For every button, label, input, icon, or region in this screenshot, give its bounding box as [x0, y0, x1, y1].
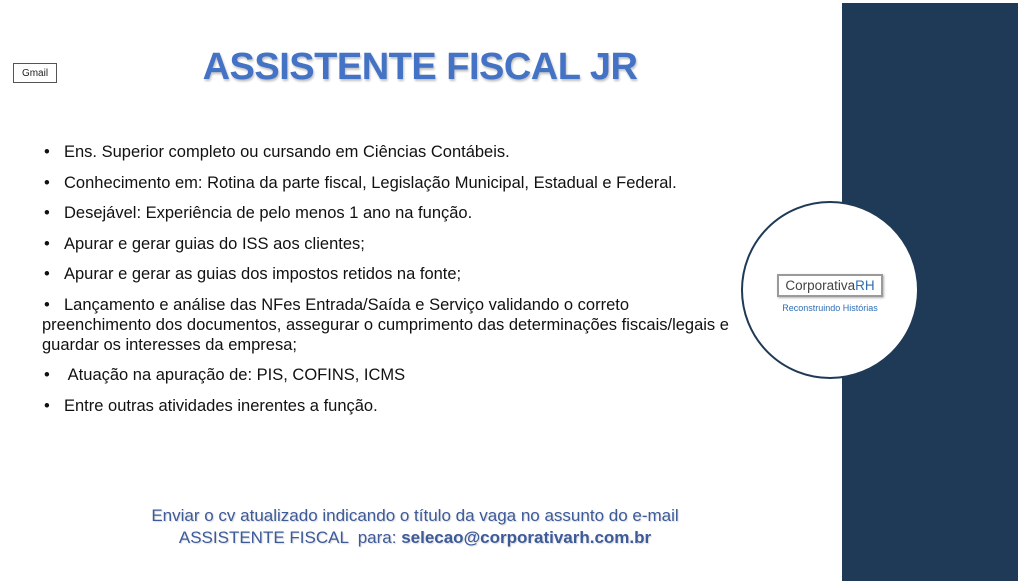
bullet-icon: •	[44, 204, 50, 222]
logo-tagline: Reconstruindo Histórias	[782, 302, 878, 313]
bullet-icon: •	[44, 265, 50, 283]
bullet-icon: •	[44, 234, 50, 253]
list-item: • Desejável: Experiência de pelo menos 1 ano na função.	[44, 204, 473, 222]
bullet-icon: •	[44, 173, 50, 192]
company-logo	[741, 201, 919, 379]
page-title: ASSISTENTE FISCAL JR	[202, 46, 638, 88]
footer-line-2: ASSISTENTE FISCAL para: selecao@corporativarh.com.br	[178, 528, 652, 547]
bullet-icon: •	[44, 143, 50, 161]
list-item: • Entre outras atividades inerentes a função.	[44, 396, 378, 415]
email-link[interactable]: selecao@corporativarh.com.br	[401, 528, 652, 547]
contact-instructions	[60, 505, 770, 549]
bullet-icon: •	[44, 295, 50, 314]
logo-wordmark: CorporativaRH	[777, 274, 882, 297]
bullet-icon: •	[44, 396, 50, 415]
gmail-tag: Gmail	[13, 63, 57, 83]
list-item: • Apurar e gerar guias do ISS aos clientes;	[44, 234, 365, 253]
list-item: • Ens. Superior completo ou cursando em Ciências Contábeis.	[44, 143, 510, 161]
list-item: • Conhecimento em: Rotina da parte fiscal, Legislação Municipal, Estadual e Federal.	[44, 173, 677, 192]
footer-line-1: Enviar o cv atualizado indicando o título da vaga no assunto do e-mail	[151, 506, 679, 525]
list-item: • Apurar e gerar as guias dos impostos retidos na fonte;	[44, 265, 462, 283]
list-item: • Atuação na apuração de: PIS, COFINS, ICMS	[44, 366, 406, 384]
bullet-icon: •	[44, 366, 50, 384]
list-item: • Lançamento e análise das NFes Entrada/Saída e Serviço validando o correto preenchimento dos documentos, assegurar o cumprimento das determinações fiscais/legais e guardar os interesses da empresa;	[42, 295, 729, 354]
requirements-list	[42, 142, 802, 426]
